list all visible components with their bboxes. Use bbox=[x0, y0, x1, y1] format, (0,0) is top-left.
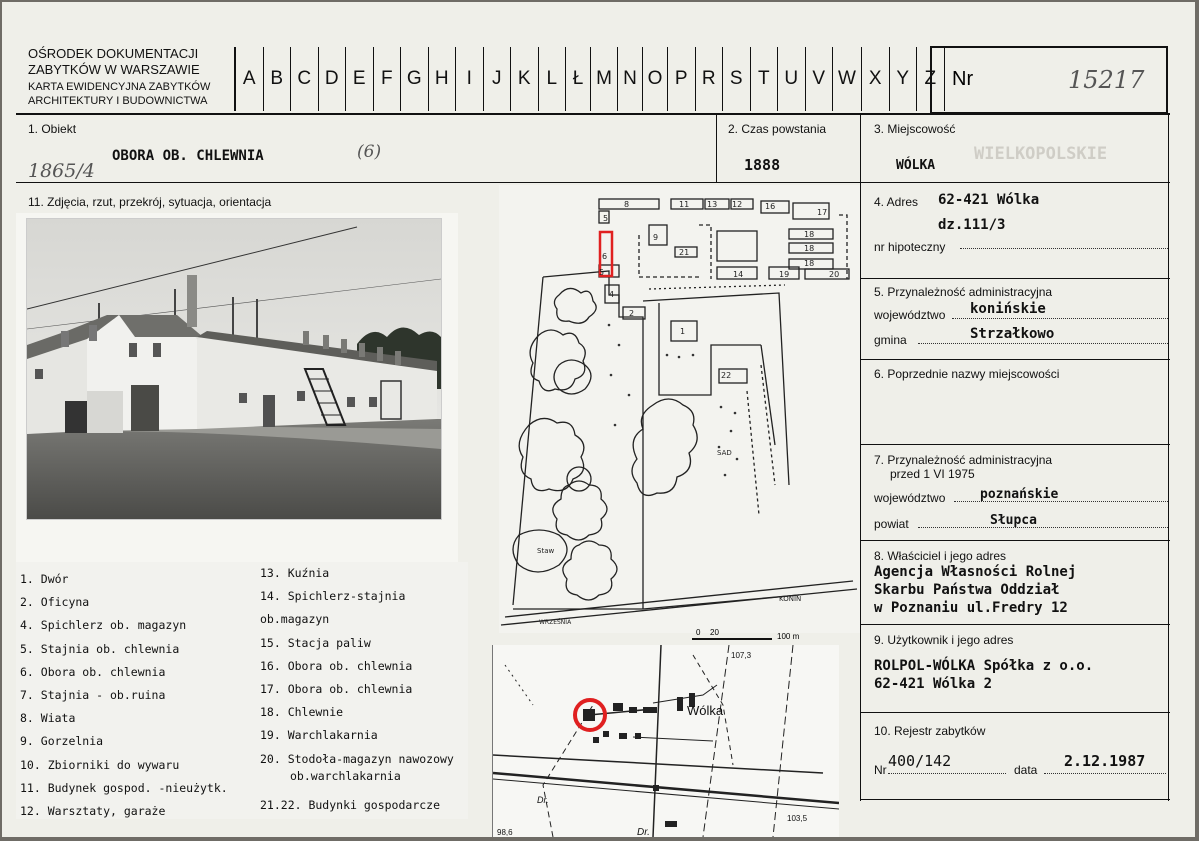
rule-v2 bbox=[860, 113, 861, 801]
przyn-woj-value: konińskie bbox=[970, 301, 1046, 317]
legend-item: 15. Stacja paliw bbox=[260, 635, 371, 650]
rejestr-data-value: 2.12.1987 bbox=[1064, 752, 1146, 770]
photo-section-label: 11. Zdjęcia, rzut, przekrój, sytuacja, orientacja bbox=[28, 195, 272, 209]
index-letter: A bbox=[236, 47, 264, 111]
legend-item: ob.warchlakarnia bbox=[290, 768, 401, 783]
obiekt-label: 1. Obiekt bbox=[28, 122, 77, 136]
index-letter: T bbox=[751, 47, 779, 111]
legend-right bbox=[260, 562, 468, 817]
p1975-powiat-label: powiat bbox=[874, 517, 909, 531]
poprzednie-label: 6. Poprzednie nazwy miejscowości bbox=[874, 367, 1060, 381]
legend-item: 14. Spichlerz-stajnia ob.magazyn bbox=[260, 589, 406, 627]
miejscowosc-value: WÓLKA bbox=[896, 158, 936, 173]
wlasciciel-line3: w Poznaniu ul.Fredry 12 bbox=[874, 600, 1068, 616]
index-letter: U bbox=[778, 47, 806, 111]
index-letter: E bbox=[346, 47, 374, 111]
przyn-woj-line bbox=[952, 318, 1168, 319]
nr-value: 15217 bbox=[1068, 66, 1145, 94]
index-letter: C bbox=[291, 47, 319, 111]
rejestr-nr-label: Nr bbox=[874, 763, 887, 777]
index-letter: S bbox=[723, 47, 751, 111]
legend-item: 1. Dwór bbox=[20, 572, 69, 586]
legend-item: 17. Obora ob. chlewnia bbox=[260, 682, 413, 697]
scale-line bbox=[692, 638, 772, 640]
svg-text:18: 18 bbox=[804, 259, 815, 268]
index-letter: L bbox=[539, 47, 567, 111]
legend-item: 20. Stodoła-magazyn nawozowy bbox=[260, 751, 454, 766]
nr-label: Nr bbox=[952, 68, 974, 90]
topo-dr1: Dr. bbox=[537, 795, 549, 805]
plan-sad-label: SAD bbox=[717, 449, 732, 457]
scale-0: 0 bbox=[696, 628, 701, 637]
plan-road-bottom: WRZEŚNIA bbox=[539, 619, 572, 626]
index-letter: H bbox=[429, 47, 457, 111]
rule-r1 bbox=[860, 278, 1170, 279]
org-line-1: OŚRODEK DOKUMENTACJI bbox=[28, 46, 199, 61]
legend-item: 8. Wiata bbox=[20, 711, 76, 726]
legend-item: 18. Chlewnie bbox=[260, 705, 344, 720]
svg-text:6: 6 bbox=[602, 252, 608, 261]
uzytkownik-line2: 62-421 Wólka 2 bbox=[874, 676, 993, 692]
org-line-2: ZABYTKÓW W WARSZAWIE bbox=[28, 62, 200, 77]
czas-label: 2. Czas powstania bbox=[728, 122, 827, 136]
svg-text:11: 11 bbox=[679, 200, 690, 209]
topo-drawing bbox=[493, 645, 839, 837]
scale-100: 100 m bbox=[777, 632, 800, 641]
obiekt-hand-code: 1865/4 bbox=[28, 160, 95, 182]
svg-text:5: 5 bbox=[603, 214, 609, 223]
rejestr-label: 10. Rejestr zabytków bbox=[874, 724, 986, 738]
legend-item: 2. Oficyna bbox=[20, 595, 90, 610]
svg-text:18: 18 bbox=[804, 230, 815, 239]
wlasciciel-line2: Skarbu Państwa Oddział bbox=[874, 582, 1060, 598]
svg-text:19: 19 bbox=[779, 270, 790, 279]
index-letter: X bbox=[862, 47, 890, 111]
rule-right bbox=[1168, 113, 1169, 801]
legend-item: 4. Spichlerz ob. magazyn bbox=[20, 618, 187, 633]
legend-item: 12. Warsztaty, garaże bbox=[20, 804, 166, 819]
nr-box bbox=[930, 46, 1168, 114]
svg-text:5: 5 bbox=[599, 268, 605, 277]
adres-label: 4. Adres bbox=[874, 195, 919, 209]
index-letter: P bbox=[668, 47, 696, 111]
rule-v1 bbox=[716, 113, 717, 183]
p1975-woj-value: poznańskie bbox=[980, 487, 1059, 502]
index-letter: Ł bbox=[566, 47, 591, 111]
scale-20: 20 bbox=[710, 628, 719, 637]
miejscowosc-label: 3. Miejscowość bbox=[874, 122, 956, 136]
rule-top bbox=[16, 113, 1170, 115]
index-letter: D bbox=[319, 47, 347, 111]
przyn-gmina-label: gmina bbox=[874, 333, 907, 347]
photo-barn bbox=[27, 219, 441, 519]
svg-text:13: 13 bbox=[707, 200, 718, 209]
index-letter: V bbox=[806, 47, 834, 111]
rule-r5 bbox=[860, 624, 1170, 625]
plan-park-label: Staw bbox=[537, 547, 555, 555]
rule-bottom-right bbox=[860, 799, 1170, 800]
index-letter: M bbox=[591, 47, 618, 111]
site-plan-drawing bbox=[499, 185, 860, 633]
org-line-3: KARTA EWIDENCYJNA ZABYTKÓW bbox=[28, 81, 211, 93]
index-letter: J bbox=[484, 47, 512, 111]
legend-item: 16. Obora ob. chlewnia bbox=[260, 658, 413, 673]
svg-text:21: 21 bbox=[679, 248, 690, 257]
svg-text:17: 17 bbox=[817, 208, 828, 217]
p1975-woj-label: województwo bbox=[874, 491, 946, 505]
alphabet-index bbox=[234, 47, 945, 111]
rule-r2 bbox=[860, 359, 1170, 360]
topo-dr2: Dr. bbox=[637, 827, 650, 837]
index-letter: K bbox=[511, 47, 539, 111]
wlasciciel-label: 8. Właściciel i jego adres bbox=[874, 549, 1007, 563]
topo-map bbox=[492, 645, 839, 837]
przyn-gmina-line bbox=[918, 343, 1168, 344]
p1975-powiat-value: Słupca bbox=[990, 513, 1037, 528]
adres-line1: 62-421 Wólka bbox=[938, 192, 1040, 208]
obiekt-value: OBORA OB. CHLEWNIA bbox=[112, 148, 264, 164]
przyn-label: 5. Przynależność administracyjna bbox=[874, 285, 1053, 299]
legend-item: 6. Obora ob. chlewnia bbox=[20, 664, 166, 679]
svg-text:16: 16 bbox=[765, 202, 776, 211]
rule-r6 bbox=[860, 712, 1170, 713]
adres-line2: dz.111/3 bbox=[938, 217, 1006, 233]
index-letter: R bbox=[696, 47, 724, 111]
index-letter: I bbox=[456, 47, 484, 111]
legend-item: 21.22. Budynki gospodarcze bbox=[260, 798, 441, 813]
photograph bbox=[26, 218, 442, 520]
legend-item: 5. Stajnia ob. chlewnia bbox=[20, 641, 180, 656]
p1975-label1: 7. Przynależność administracyjna bbox=[874, 453, 1053, 467]
legend-item: 11. Budynek gospod. -nieużytk. bbox=[20, 780, 228, 795]
index-letter: B bbox=[264, 47, 292, 111]
site-plan bbox=[499, 185, 860, 633]
record-card bbox=[2, 2, 1195, 837]
svg-text:22: 22 bbox=[721, 371, 732, 380]
svg-text:18: 18 bbox=[804, 244, 815, 253]
miejscowosc-faded: WIELKOPOLSKIE bbox=[974, 144, 1108, 164]
index-letter: W bbox=[833, 47, 862, 111]
svg-text:9: 9 bbox=[653, 233, 659, 242]
index-letter: F bbox=[374, 47, 402, 111]
topo-elev1: 107,3 bbox=[731, 651, 752, 660]
legend-left bbox=[20, 568, 228, 823]
svg-text:14: 14 bbox=[733, 270, 744, 279]
rule-row1 bbox=[16, 182, 1170, 183]
rejestr-nr-value: 400/142 bbox=[888, 752, 952, 770]
legend-item: 9. Gorzelnia bbox=[20, 734, 104, 749]
legend-item: 13. Kuźnia bbox=[260, 566, 330, 580]
svg-text:8: 8 bbox=[624, 200, 630, 209]
svg-text:4: 4 bbox=[609, 290, 615, 299]
index-letter: O bbox=[643, 47, 668, 111]
hipoteczny-label: nr hipoteczny bbox=[874, 240, 946, 254]
przyn-gmina-value: Strzałkowo bbox=[970, 326, 1055, 342]
plan-road-right: KONIN bbox=[779, 595, 802, 603]
svg-text:12: 12 bbox=[732, 200, 743, 209]
wlasciciel-line1: Agencja Własności Rolnej bbox=[874, 564, 1077, 580]
rule-r3 bbox=[860, 444, 1170, 445]
svg-text:2: 2 bbox=[629, 309, 635, 318]
rejestr-nr-line bbox=[888, 773, 1006, 774]
rule-r4 bbox=[860, 540, 1170, 541]
index-letter: Y bbox=[890, 47, 918, 111]
przyn-woj-label: województwo bbox=[874, 308, 946, 322]
topo-elev2: 103,5 bbox=[787, 814, 808, 823]
p1975-label2: przed 1 VI 1975 bbox=[890, 467, 975, 481]
uzytkownik-label: 9. Użytkownik i jego adres bbox=[874, 633, 1014, 647]
legend-box bbox=[16, 562, 468, 819]
legend-item: 10. Zbiorniki do wywaru bbox=[20, 757, 180, 772]
topo-place: Wólka bbox=[687, 703, 724, 718]
legend-item: 19. Warchlakarnia bbox=[260, 728, 378, 743]
svg-text:1: 1 bbox=[680, 327, 686, 336]
rejestr-data-line bbox=[1044, 773, 1166, 774]
index-letter: Z bbox=[917, 47, 945, 111]
index-letter: G bbox=[401, 47, 429, 111]
topo-elev3: 98,6 bbox=[497, 828, 513, 837]
p1975-powiat-line bbox=[918, 527, 1168, 528]
hipoteczny-line bbox=[960, 248, 1168, 249]
svg-text:20: 20 bbox=[829, 270, 840, 279]
legend-item: 7. Stajnia - ob.ruina bbox=[20, 688, 166, 703]
uzytkownik-line1: ROLPOL-WÓLKA Spółka z o.o. bbox=[874, 658, 1094, 674]
index-letter: N bbox=[618, 47, 643, 111]
czas-value: 1888 bbox=[744, 156, 781, 174]
rejestr-data-label: data bbox=[1014, 763, 1038, 777]
org-line-4: ARCHITEKTURY I BUDOWNICTWA bbox=[28, 95, 208, 107]
obiekt-hand-note: (6) bbox=[357, 142, 382, 162]
